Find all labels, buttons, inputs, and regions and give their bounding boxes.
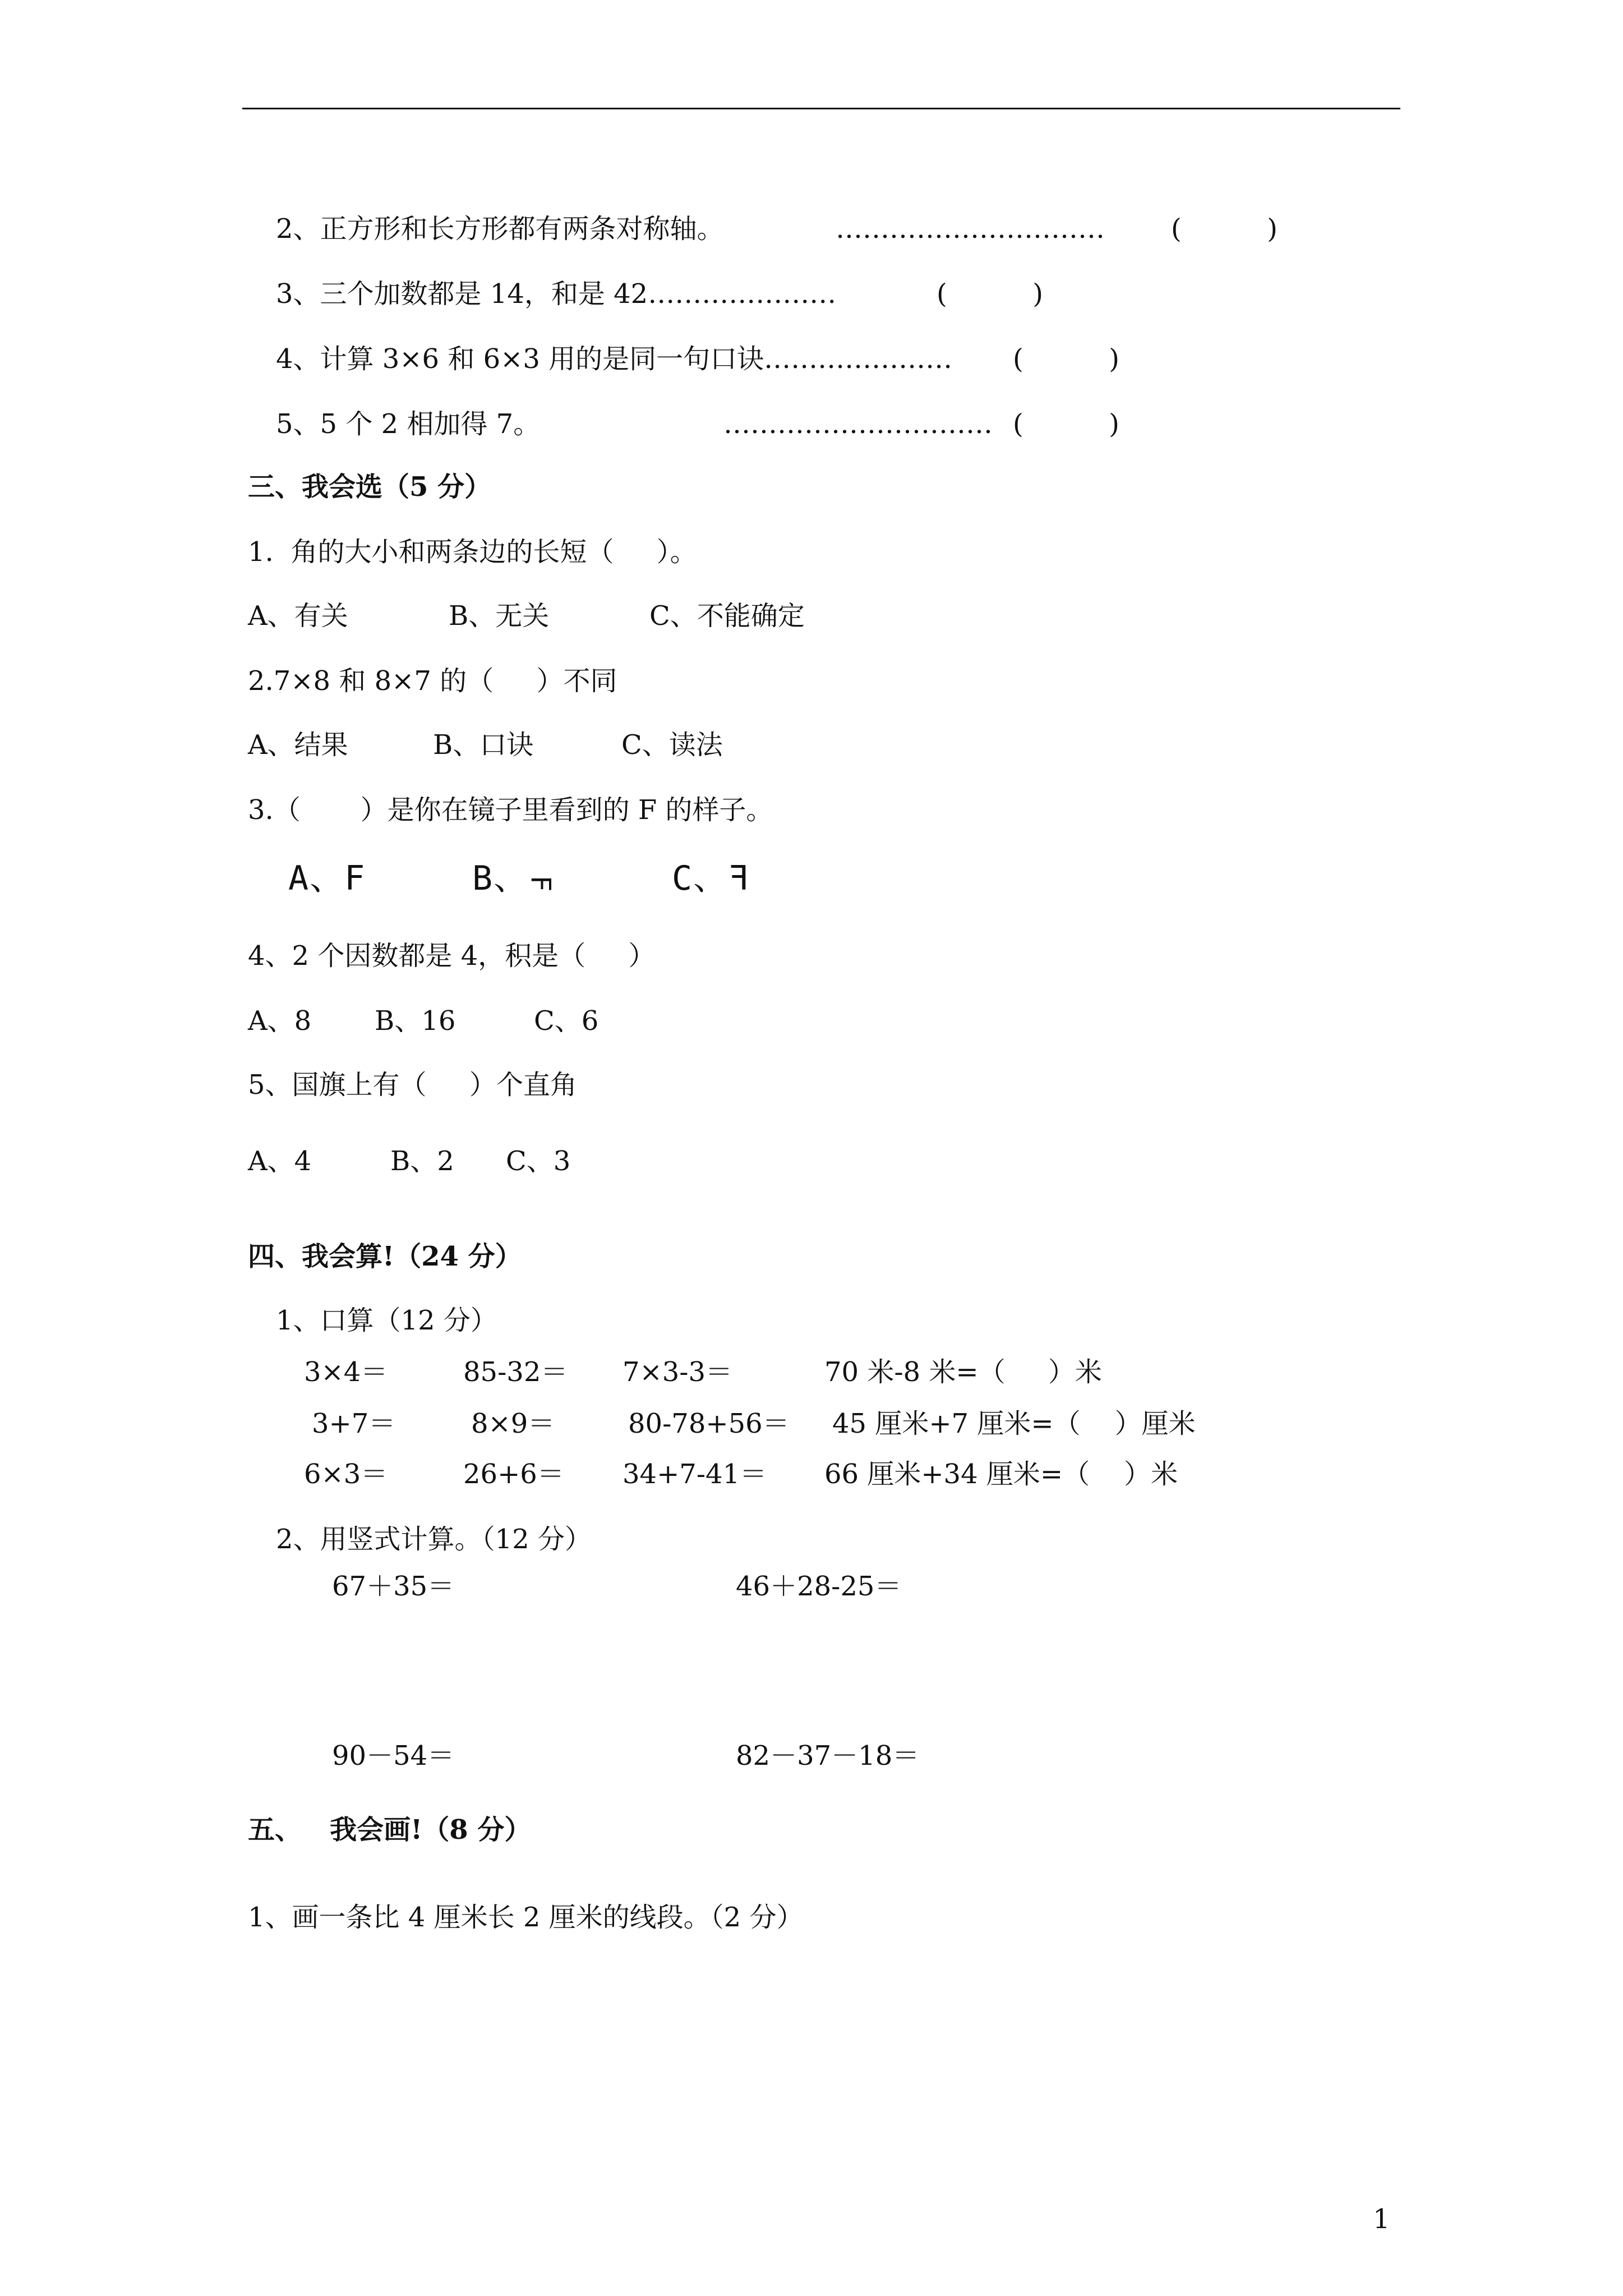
s3-q1-text: 1. 角的大小和两条边的长短（ ）。	[248, 536, 697, 568]
section3-title: 三、我会选（5 分）	[248, 471, 492, 503]
s3-q1-option-c[interactable]: C、不能确定	[649, 600, 805, 632]
s4-sub1-title: 1、口算（12 分）	[276, 1305, 497, 1336]
s3-q1-option-b[interactable]: B、无关	[449, 600, 550, 632]
oral-r3-c4: 66 厘米+34 厘米=（ ）米	[824, 1458, 1178, 1490]
vertical-calc-2: 46＋28-25＝	[736, 1571, 902, 1602]
judge-q4-text: 4、计算 3×6 和 6×3 用的是同一句口诀…………………	[276, 343, 953, 375]
s3-q3-option-a[interactable]	[288, 859, 366, 898]
s3-q4-option-c[interactable]: C、6	[534, 1005, 599, 1037]
s3-q4-text: 4、2 个因数都是 4，积是（ ）	[248, 940, 656, 972]
oral-r3-c2: 26+6＝	[463, 1458, 564, 1490]
s3-q2-option-c[interactable]: C、读法	[621, 729, 723, 761]
judge-q5-dots: …………………………	[723, 408, 993, 440]
section5-title: 五、 我会画!（8 分）	[248, 1814, 532, 1846]
s3-q5-text: 5、国旗上有（ ）个直角	[248, 1069, 577, 1101]
s3-q1-option-a[interactable]: A、有关	[248, 600, 348, 632]
s3-q2-option-a[interactable]: A、结果	[248, 729, 348, 761]
vertical-calc-4: 82－37－18＝	[736, 1740, 920, 1772]
s3-q5-option-a[interactable]: A、4	[248, 1145, 312, 1177]
s3-q3-option-b-glyph: F	[524, 875, 556, 893]
s3-q3-option-a-prefix: A、	[288, 859, 345, 898]
judge-q2-answer-paren[interactable]: ( )	[1171, 213, 1278, 245]
oral-r1-c4: 70 米-8 米=（ ）米	[824, 1356, 1102, 1388]
s3-q3-option-c-prefix: C、	[672, 859, 728, 898]
oral-r1-c1: 3×4＝	[304, 1356, 388, 1388]
oral-r1-c3: 7×3-3＝	[623, 1356, 733, 1388]
oral-r2-c4: 45 厘米+7 厘米=（ ）厘米	[832, 1408, 1196, 1439]
judge-q2-dots: …………………………	[836, 213, 1105, 245]
page-number: 1	[1373, 2203, 1390, 2235]
section4-title: 四、我会算!（24 分）	[248, 1241, 522, 1272]
s3-q3-option-b-prefix: B、	[472, 859, 529, 898]
s4-sub2-title: 2、用竖式计算。（12 分）	[276, 1524, 592, 1555]
s3-q3-text: 3.（ ）是你在镜子里看到的 F 的样子。	[248, 794, 773, 826]
s3-q3-option-a-glyph: F	[344, 859, 366, 898]
s3-q2-option-b[interactable]: B、口诀	[433, 729, 534, 761]
s3-q2-text: 2.7×8 和 8×7 的（ ）不同	[248, 665, 617, 697]
s3-q4-option-b[interactable]: B、16	[375, 1005, 456, 1037]
vertical-calc-3: 90－54＝	[332, 1740, 455, 1772]
s3-q4-option-a[interactable]: A、8	[248, 1005, 312, 1037]
oral-r3-c1: 6×3＝	[304, 1458, 388, 1490]
judge-q4-answer-paren[interactable]: ( )	[1013, 343, 1120, 375]
judge-q5-answer-paren[interactable]: ( )	[1013, 408, 1120, 440]
oral-r2-c2: 8×9＝	[471, 1408, 555, 1439]
judge-q3-answer-paren[interactable]: ( )	[937, 278, 1044, 310]
oral-r3-c3: 34+7-41＝	[623, 1458, 767, 1490]
s3-q3-option-c[interactable]	[672, 859, 750, 898]
s5-q1-text: 1、画一条比 4 厘米长 2 厘米的线段。（2 分）	[248, 1902, 804, 1933]
oral-r2-c3: 80-78+56＝	[628, 1408, 790, 1439]
s3-q5-option-b[interactable]: B、2	[390, 1145, 454, 1177]
judge-q5-text: 5、5 个 2 相加得 7。	[276, 408, 541, 440]
s3-q3-option-b[interactable]	[472, 859, 556, 898]
judge-q2-text: 2、正方形和长方形都有两条对称轴。	[276, 213, 724, 245]
s3-q5-option-c[interactable]: C、3	[506, 1145, 571, 1177]
header-rule	[242, 108, 1400, 109]
s3-q3-option-c-glyph: F	[728, 859, 750, 898]
vertical-calc-1: 67＋35＝	[332, 1571, 455, 1602]
judge-q3-text: 3、三个加数都是 14，和是 42…………………	[276, 278, 837, 310]
oral-r1-c2: 85-32＝	[463, 1356, 568, 1388]
oral-r2-c1: 3+7＝	[312, 1408, 396, 1439]
